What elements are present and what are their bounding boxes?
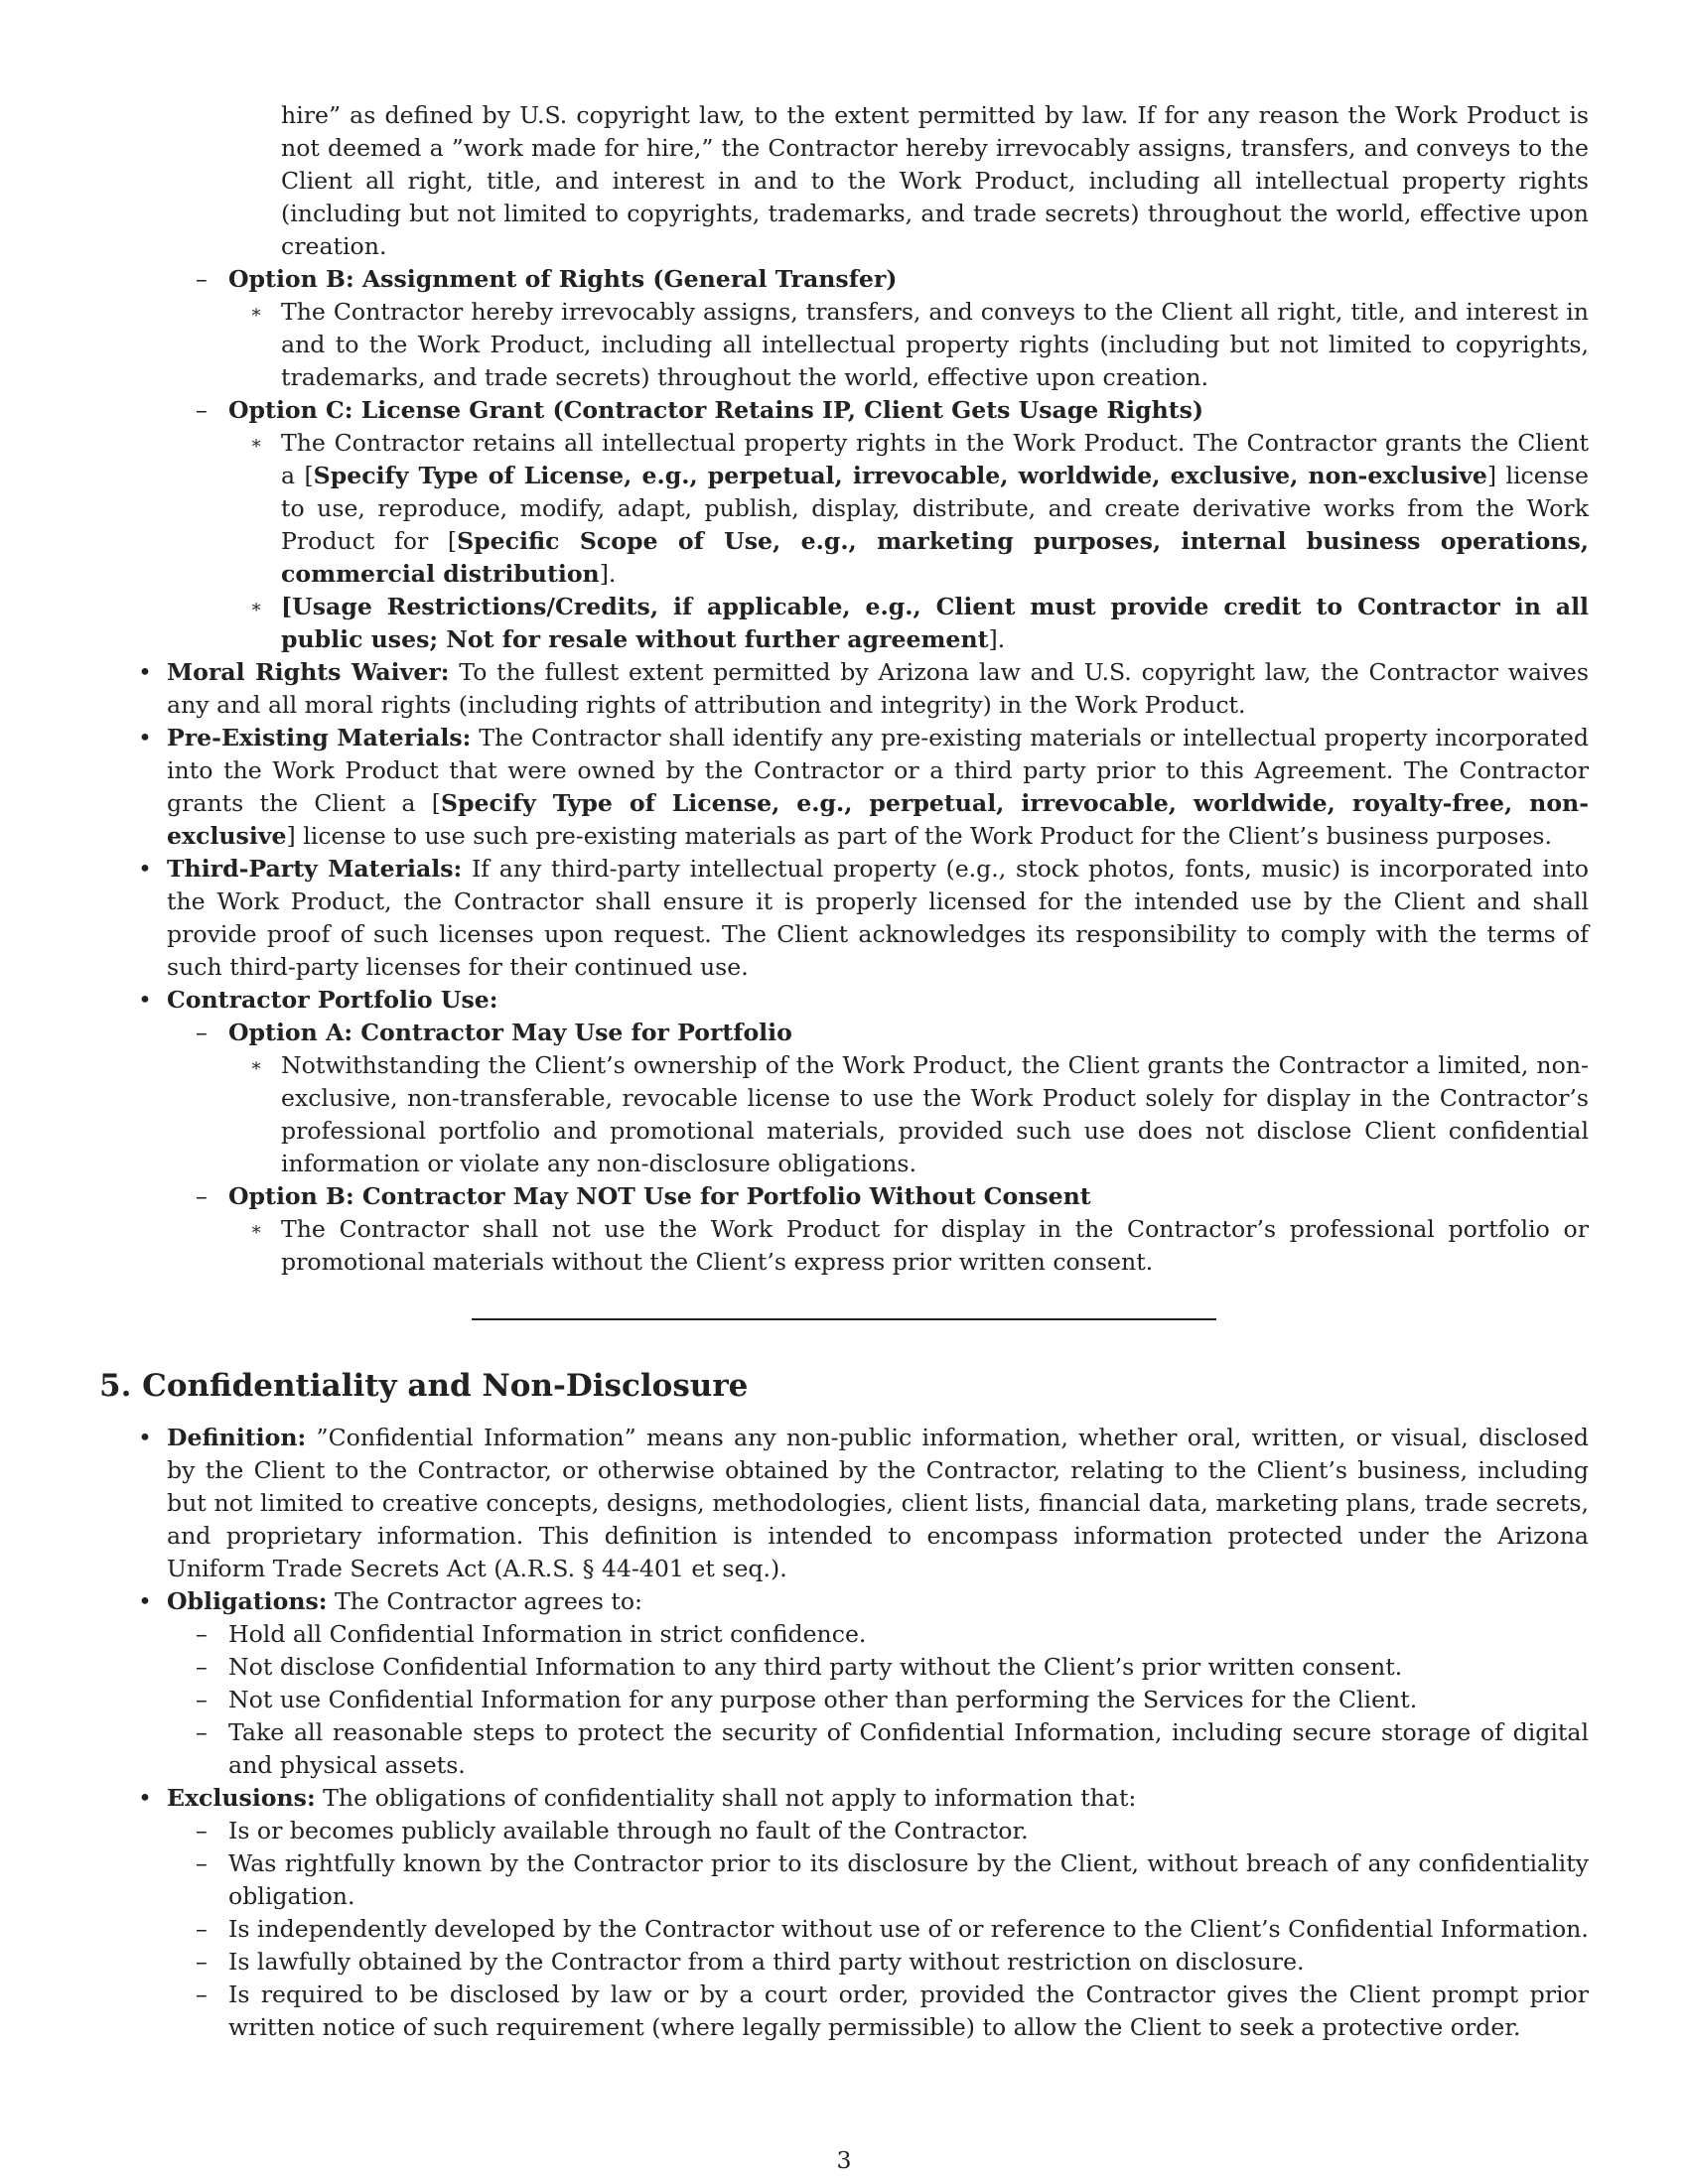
scope-placeholder: Specific Scope of Use, e.g., marketing purposes, internal business operations, commercial distribution: [281, 527, 1589, 588]
obligations-label: Obligations:: [167, 1587, 328, 1615]
obligations-text: The Contractor agrees to:: [327, 1587, 642, 1615]
portfolio-option-b-text: The Contractor shall not use the Work Product for display in the Contractor’s professional portfolio or promotional materials without the Client’s express prior written consent.: [281, 1215, 1589, 1276]
star-marker: ∗: [250, 433, 263, 454]
dash-marker: –: [196, 1653, 208, 1681]
option-a-continuation: [99, 99, 1589, 263]
bullet-marker: •: [138, 658, 152, 686]
star-marker: ∗: [250, 1219, 263, 1240]
section-5-title: 5. Confidentiality and Non-Disclosure: [99, 1368, 749, 1404]
star-marker: ∗: [250, 1055, 263, 1076]
option-c-item-1: [99, 427, 1589, 591]
moral-rights-label: Moral Rights Waiver:: [167, 658, 450, 686]
dash-marker: –: [196, 265, 208, 293]
bullet-marker: •: [138, 1424, 152, 1451]
option-c-text-a: The Contractor retains all intellectual property rights in the Work Product. The Contractor grants the Client a [: [281, 429, 1589, 489]
option-b-item: [99, 296, 1589, 394]
dash-marker: –: [196, 1620, 208, 1648]
preexisting-text-a: The Contractor shall identify any pre-existing materials or intellectual property incorporated into the Work Product that were owned by the Contractor or a third party prior to this Agreement. The Contractor grants the Client a [: [167, 724, 1589, 817]
page-content: [99, 99, 1589, 2044]
portfolio-option-b-item: [99, 1213, 1589, 1279]
dash-marker: –: [196, 396, 208, 424]
definition-label: Definition:: [167, 1424, 307, 1451]
exclusion-text: Is or becomes publicly available through no fault of the Contractor.: [228, 1817, 1029, 1844]
obligation-list-item: [99, 1716, 1589, 1782]
option-c-text-c: ] license to use, reproduce, modify, adapt, publish, display, distribute, and create derivative works from the Work Product for [: [281, 462, 1589, 555]
portfolio-label: Contractor Portfolio Use:: [167, 986, 498, 1014]
exclusions-item: [99, 1782, 1589, 1815]
section-divider: [472, 1318, 1216, 1320]
bullet-marker: •: [138, 724, 152, 751]
continuation-text: hire” as defined by U.S. copyright law, to the extent permitted by law. If for any reason the Work Product is not deemed a ”work made for hire,” the Contractor hereby irrevocably assigns, transfers, and conveys to the Client all right, title, and interest in and to the Work Product, including all intellectual property rights (including but not limited to copyrights, trademarks, and trade secrets) throughout the world, effective upon creation.: [281, 101, 1589, 260]
obligation-list-item: [99, 1618, 1589, 1651]
dash-marker: –: [196, 1182, 208, 1210]
moral-rights-item: [99, 656, 1589, 722]
exclusions-label: Exclusions:: [167, 1784, 316, 1812]
moral-rights-text: To the fullest extent permitted by Arizona law and U.S. copyright law, the Contractor waives any and all moral rights (including rights of attribution and integrity) in the Work Product.: [167, 658, 1589, 719]
exclusion-list-item: [99, 1913, 1589, 1946]
star-marker: ∗: [250, 302, 263, 323]
option-c-text-d: ].: [599, 560, 617, 588]
option-b-text: The Contractor hereby irrevocably assigns, transfers, and conveys to the Client all right, title, and interest in and to the Work Product, including all intellectual property rights (including but not limited to copyrights, trademarks, and trade secrets) throughout the world, effective upon creation.: [281, 298, 1589, 391]
thirdparty-text: If any third-party intellectual property (e.g., stock photos, fonts, music) is incorporated into the Work Product, the Contractor shall ensure it is properly licensed for the intended use by the Client and shall provide proof of such licenses upon request. The Client acknowledges its responsibility to comply with the terms of such third-party licenses for their continued use.: [167, 855, 1589, 981]
preexisting-item: [99, 722, 1589, 853]
star-marker: ∗: [250, 597, 263, 617]
obligation-text: Take all reasonable steps to protect the security of Confidential Information, including secure storage of digital and physical assets.: [228, 1718, 1589, 1779]
bullet-marker: •: [138, 1784, 152, 1812]
usage-restrictions-placeholder: Usage Restrictions/Credits, if applicable, e.g., Client must provide credit to Contractor in all public uses; Not for resale without further agreement: [281, 593, 1589, 653]
exclusion-text: Is independently developed by the Contractor without use of or reference to the Client’s Confidential Information.: [228, 1915, 1589, 1943]
obligation-list-item: [99, 1684, 1589, 1716]
exclusions-text: The obligations of confidentiality shall not apply to information that:: [315, 1784, 1137, 1812]
option-b-heading: [99, 263, 1589, 296]
page-number: 3: [836, 2146, 852, 2174]
dash-marker: –: [196, 1948, 208, 1976]
definition-item: [99, 1422, 1589, 1585]
obligation-list-item: [99, 1651, 1589, 1684]
dash-marker: –: [196, 1686, 208, 1713]
dash-marker: –: [196, 1980, 208, 2008]
dash-marker: –: [196, 1718, 208, 1746]
portfolio-option-a-item: [99, 1049, 1589, 1180]
option-c-title: Option C: License Grant (Contractor Retains IP, Client Gets Usage Rights): [228, 396, 1204, 424]
dash-marker: –: [196, 1915, 208, 1943]
obligation-text: Not disclose Confidential Information to any third party without the Client’s prior written consent.: [228, 1653, 1403, 1681]
exclusion-list-item: [99, 1946, 1589, 1979]
dash-marker: –: [196, 1817, 208, 1844]
portfolio-item: [99, 984, 1589, 1017]
exclusion-list-item: [99, 1979, 1589, 2044]
portfolio-option-a-title: Option A: Contractor May Use for Portfolio: [228, 1019, 792, 1046]
option-c-heading: [99, 394, 1589, 427]
bullet-marker: •: [138, 1587, 152, 1615]
preexisting-text-c: ] license to use such pre-existing materials as part of the Work Product for the Client’s business purposes.: [286, 822, 1553, 850]
thirdparty-label: Third-Party Materials:: [167, 855, 463, 883]
close-bracket: ].: [988, 625, 1006, 653]
portfolio-option-b-title: Option B: Contractor May NOT Use for Portfolio Without Consent: [228, 1182, 1091, 1210]
license-type-placeholder: Specify Type of License, e.g., perpetual, irrevocable, worldwide, exclusive, non-exclusive: [313, 462, 1487, 489]
open-bracket: [: [281, 593, 293, 620]
dash-marker: –: [196, 1849, 208, 1877]
portfolio-option-b-heading: [99, 1180, 1589, 1213]
exclusion-list-item: [99, 1815, 1589, 1847]
obligation-text: Not use Confidential Information for any purpose other than performing the Services for the Client.: [228, 1686, 1418, 1713]
option-b-title: Option B: Assignment of Rights (General Transfer): [228, 265, 898, 293]
definition-text: ”Confidential Information” means any non-public information, whether oral, written, or visual, disclosed by the Client to the Contractor, or otherwise obtained by the Contractor, relating to the Client’s business, including but not limited to creative concepts, designs, methodologies, client lists, financial data, marketing plans, trade secrets, and proprietary information. This definition is intended to encompass information protected under the Arizona Uniform Trade Secrets Act (A.R.S. § 44-401 et seq.).: [167, 1424, 1589, 1582]
bullet-marker: •: [138, 986, 152, 1014]
preexisting-label: Pre-Existing Materials:: [167, 724, 472, 751]
portfolio-option-a-heading: [99, 1017, 1589, 1049]
exclusion-text: Is lawfully obtained by the Contractor from a third party without restriction on disclosure.: [228, 1948, 1305, 1976]
thirdparty-item: [99, 853, 1589, 984]
dash-marker: –: [196, 1019, 208, 1046]
portfolio-option-a-text: Notwithstanding the Client’s ownership of the Work Product, the Client grants the Contractor a limited, non-exclusive, non-transferable, revocable license to use the Work Product solely for display in the Contractor’s professional portfolio and promotional materials, provided such use does not disclose Client confidential information or violate any non-disclosure obligations.: [281, 1051, 1589, 1177]
bullet-marker: •: [138, 855, 152, 883]
option-c-item-2: [99, 591, 1589, 656]
obligation-text: Hold all Confidential Information in strict confidence.: [228, 1620, 867, 1648]
preexisting-license-placeholder: Specify Type of License, e.g., perpetual, irrevocable, worldwide, royalty-free, non-exclusive: [167, 789, 1589, 850]
obligations-item: [99, 1585, 1589, 1618]
exclusion-text: Is required to be disclosed by law or by a court order, provided the Contractor gives the Client prompt prior written notice of such requirement (where legally permissible) to allow the Client to seek a protective order.: [228, 1980, 1589, 2041]
exclusion-text: Was rightfully known by the Contractor prior to its disclosure by the Client, without breach of any confidentiality obligation.: [228, 1849, 1589, 1910]
exclusion-list-item: [99, 1847, 1589, 1913]
